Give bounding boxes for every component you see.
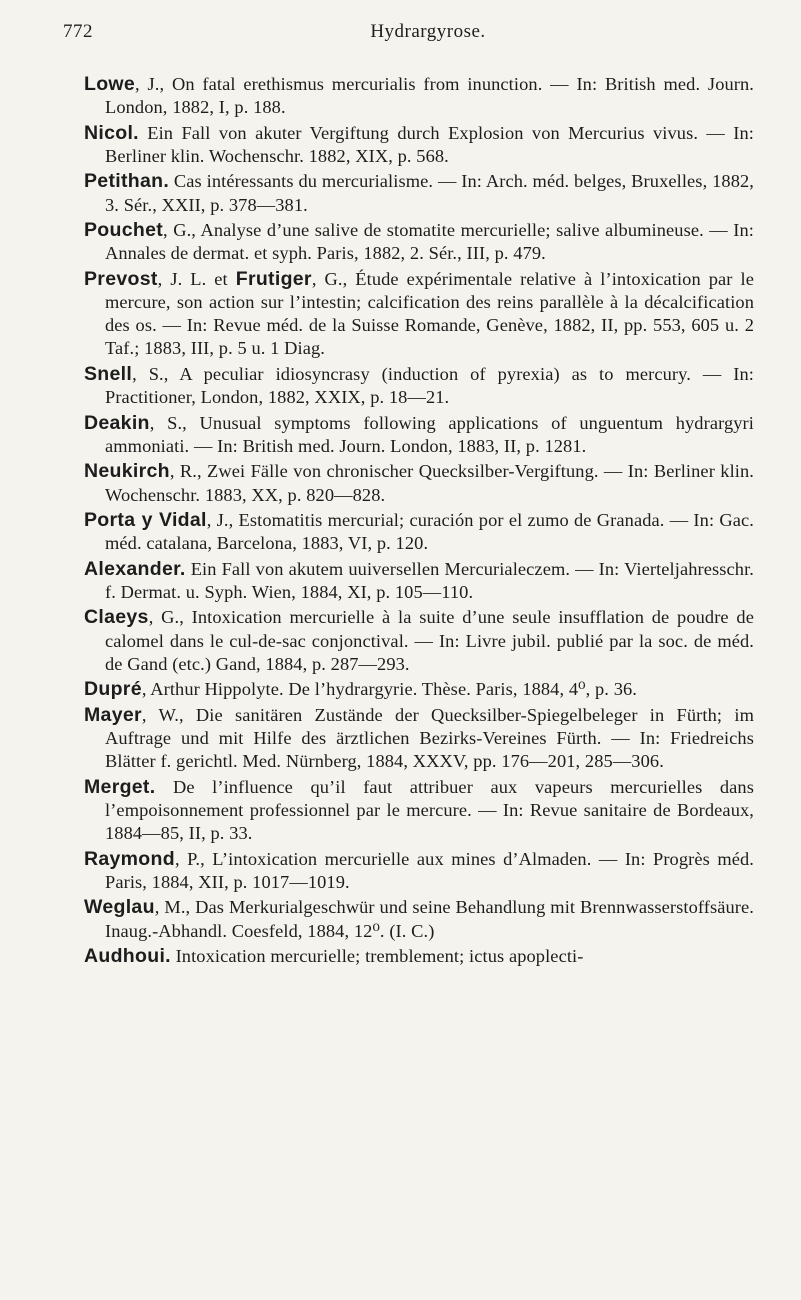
entry-author: Nicol. <box>84 121 139 144</box>
entry-author: Petithan. <box>84 170 170 193</box>
entry-author: Audhoui. <box>84 945 171 968</box>
entry-author: Deakin <box>84 411 150 434</box>
entry-citation: , W., Die sanitären Zustände der Quecksilber-Spiegelbeleger in Fürth; im Auftrage und mit Hilfe des ärztlichen Bezirks-Vereines Fürth. — In: Friedreichs Blätter f. gerichtl. Med. Nürnberg, 1884, XXXV, pp. 176—201, 285—306. <box>105 704 754 772</box>
bibliography-entry <box>84 848 754 894</box>
bibliography-entry <box>84 945 754 968</box>
page-header <box>63 21 753 49</box>
entry-citation: , J., On fatal erethismus mercurialis from inunction. — In: British med. Journ. London, 1882, I, p. 188. <box>105 74 754 118</box>
entry-citation: , J., Estomatitis mercurial; curación por el zumo de Granada. — In: Gac. méd. catalana, Barcelona, 1883, VI, p. 120. <box>105 510 754 554</box>
entry-citation: De l’influence qu’il faut attribuer aux vapeurs mercurielles dans l’empoisonnement professionnel par le mercure. — In: Revue sanitaire de Bordeaux, 1884—85, II, p. 33. <box>105 776 754 844</box>
bibliography-entry <box>84 73 754 119</box>
bibliography-entry <box>84 363 754 409</box>
bibliography-entry <box>84 776 754 846</box>
bibliography-list <box>84 73 754 971</box>
bibliography-entry <box>84 606 754 676</box>
entry-author: Merget. <box>84 775 156 798</box>
entry-author: Alexander. <box>84 557 186 580</box>
entry-citation: , G., Analyse d’une salive de stomatite mercurielle; salive albumineuse. — In: Annales de dermat. et syph. Paris, 1882, 2. Sér., III, p. 479. <box>105 220 754 264</box>
entry-author: Porta y Vidal <box>84 509 207 532</box>
entry-citation: Cas intéressants du mercurialisme. — In: Arch. méd. belges, Bruxelles, 1882, 3. Sér., XXII, p. 378—381. <box>105 171 754 215</box>
entry-author: Dupré <box>84 678 142 701</box>
bibliography-entry <box>84 268 754 361</box>
bibliography-entry <box>84 558 754 604</box>
entry-citation: , Arthur Hippolyte. De l’hydrargyrie. Thèse. Paris, 1884, 4⁰, p. 36. <box>141 679 637 700</box>
entry-author: Raymond <box>84 847 175 870</box>
page-number: 772 <box>63 21 93 42</box>
bibliography-entry <box>84 412 754 458</box>
entry-author: Pouchet <box>84 219 164 242</box>
entry-author: Snell <box>84 362 133 385</box>
bibliography-entry <box>84 460 754 506</box>
bibliography-entry <box>84 896 754 942</box>
entry-citation: , S., Unusual symptoms following applications of unguentum hydrargyri ammoniati. — In: British med. Journ. London, 1883, II, p. 1281. <box>105 412 754 456</box>
entry-author: Lowe <box>84 73 136 95</box>
entry-citation: , G., Intoxication mercurielle à la suite d’une seule insufflation de poudre de calomel dans le cul-de-sac conjonctival. — In: Livre jubil. publié par la soc. de méd. de Gand (etc.) Gand, 1884, p. 287—293. <box>105 607 754 674</box>
bibliography-entry <box>84 170 754 216</box>
entry-citation: Ein Fall von akuter Vergiftung durch Explosion von Mercurius vivus. — In: Berliner klin. Wochenschr. 1882, XIX, p. 568. <box>105 122 754 166</box>
bibliography-entry <box>84 122 754 168</box>
entry-author: Mayer <box>84 703 142 726</box>
entry-citation: , P., L’intoxication mercurielle aux mines d’Almaden. — In: Progrès méd. Paris, 1884, XII, p. 1017—1019. <box>105 848 754 892</box>
entry-citation: , J. L. et <box>157 268 236 289</box>
entry-author: Weglau <box>84 896 155 919</box>
entry-citation-continued: , G., Étude expérimentale relative à l’intoxication par le mercure, son action sur l’intestin; calcification des reins parallèle à la décalcification des os. — In: Revue méd. de la Suisse Romande, Genève, 1882, II, pp. 553, 605 u. 2 Taf.; 1883, III, p. 5 u. 1 Diag. <box>105 268 754 359</box>
entry-author: Neukirch <box>84 460 170 483</box>
running-title: Hydrargyrose. <box>370 21 486 42</box>
entry-citation: Intoxication mercurielle; tremblement; ictus apoplecti- <box>170 946 584 967</box>
entry-author: Prevost <box>84 267 158 290</box>
bibliography-entry <box>84 678 754 701</box>
entry-citation: Ein Fall von akutem uuiversellen Mercurialeczem. — In: Vierteljahresschr. f. Dermat. u. Syph. Wien, 1884, XI, p. 105—110. <box>105 558 754 602</box>
entry-author: Claeys <box>84 606 149 629</box>
entry-citation: , S., A peculiar idiosyncrasy (induction of pyrexia) as to mercury. — In: Practitioner, London, 1882, XXIX, p. 18—21. <box>105 363 754 408</box>
entry-citation: , M., Das Merkurialgeschwür und seine Behandlung mit Brennwasserstoffsäure. Inaug.-Abhandl. Coesfeld, 1884, 12⁰. (I. C.) <box>105 897 754 941</box>
bibliography-entry <box>84 219 754 265</box>
bibliography-entry <box>84 704 754 774</box>
entry-citation: , R., Zwei Fälle von chronischer Quecksilber-Vergiftung. — In: Berliner klin. Wochenschr. 1883, XX, p. 820—828. <box>105 461 754 505</box>
entry-coauthor: Frutiger <box>235 267 312 290</box>
bibliography-entry <box>84 509 754 555</box>
